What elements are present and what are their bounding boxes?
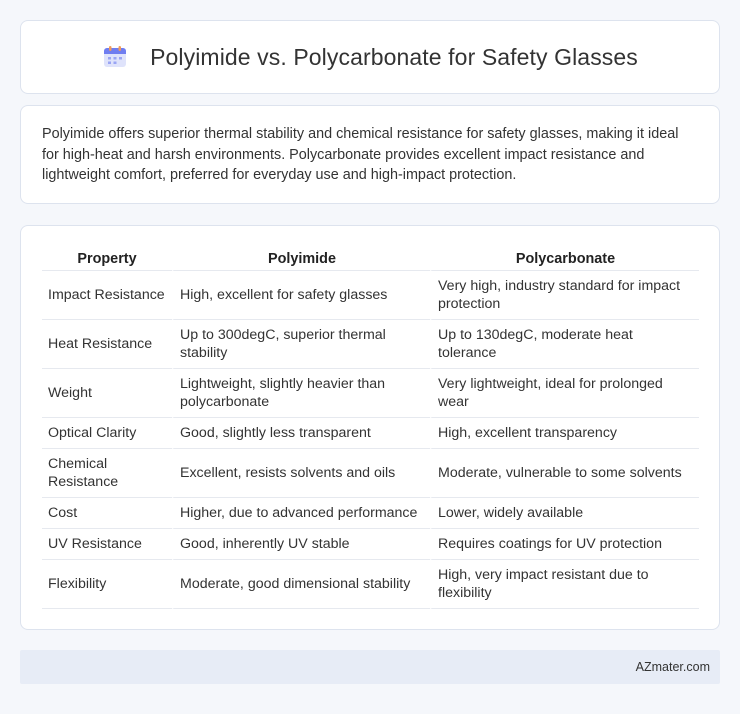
polyimide-cell: Excellent, resists solvents and oils — [172, 449, 430, 498]
header-property: Property — [42, 246, 172, 271]
header-polycarbonate: Polycarbonate — [430, 246, 699, 271]
polyimide-cell: Good, inherently UV stable — [172, 529, 430, 560]
polyimide-cell: Higher, due to advanced performance — [172, 498, 430, 529]
calendar-icon — [102, 45, 128, 69]
polycarbonate-cell: Up to 130degC, moderate heat tolerance — [430, 320, 699, 369]
polyimide-cell: Up to 300degC, superior thermal stability — [172, 320, 430, 369]
polycarbonate-cell: Requires coatings for UV protection — [430, 529, 699, 560]
table-row — [42, 529, 699, 560]
comparison-table — [42, 246, 699, 609]
polycarbonate-cell: High, very impact resistant due to flexibility — [430, 560, 699, 609]
property-cell: Cost — [42, 498, 172, 529]
polycarbonate-cell: Lower, widely available — [430, 498, 699, 529]
table-row — [42, 271, 699, 320]
polycarbonate-cell: Very high, industry standard for impact protection — [430, 271, 699, 320]
header-polyimide: Polyimide — [172, 246, 430, 271]
property-cell: Flexibility — [42, 560, 172, 609]
property-cell: Chemical Resistance — [42, 449, 172, 498]
table-row — [42, 418, 699, 449]
summary-card — [20, 105, 720, 204]
comparison-table-card — [20, 225, 720, 630]
table-row — [42, 369, 699, 418]
property-cell: Optical Clarity — [42, 418, 172, 449]
page-title: Polyimide vs. Polycarbonate for Safety Glasses — [150, 43, 638, 70]
polycarbonate-cell: High, excellent transparency — [430, 418, 699, 449]
table-header-row — [42, 246, 699, 271]
footer-brand: AZmater.com — [635, 660, 710, 674]
table-row — [42, 449, 699, 498]
polycarbonate-cell: Moderate, vulnerable to some solvents — [430, 449, 699, 498]
table-row — [42, 560, 699, 609]
property-cell: Weight — [42, 369, 172, 418]
table-row — [42, 498, 699, 529]
table-row — [42, 320, 699, 369]
polyimide-cell: Moderate, good dimensional stability — [172, 560, 430, 609]
polyimide-cell: High, excellent for safety glasses — [172, 271, 430, 320]
property-cell: UV Resistance — [42, 529, 172, 560]
header-card — [20, 20, 720, 94]
property-cell: Heat Resistance — [42, 320, 172, 369]
summary-text: Polyimide offers superior thermal stability and chemical resistance for safety glasses, making it ideal for high-heat and harsh environments. Polycarbonate provides excellent impact resistance and lightweight comfort, preferred for everyday use and high-impact protection. — [42, 126, 679, 183]
polycarbonate-cell: Very lightweight, ideal for prolonged wear — [430, 369, 699, 418]
footer-bar — [20, 650, 720, 684]
polyimide-cell: Good, slightly less transparent — [172, 418, 430, 449]
property-cell: Impact Resistance — [42, 271, 172, 320]
polyimide-cell: Lightweight, slightly heavier than polycarbonate — [172, 369, 430, 418]
title-wrap — [102, 44, 638, 71]
